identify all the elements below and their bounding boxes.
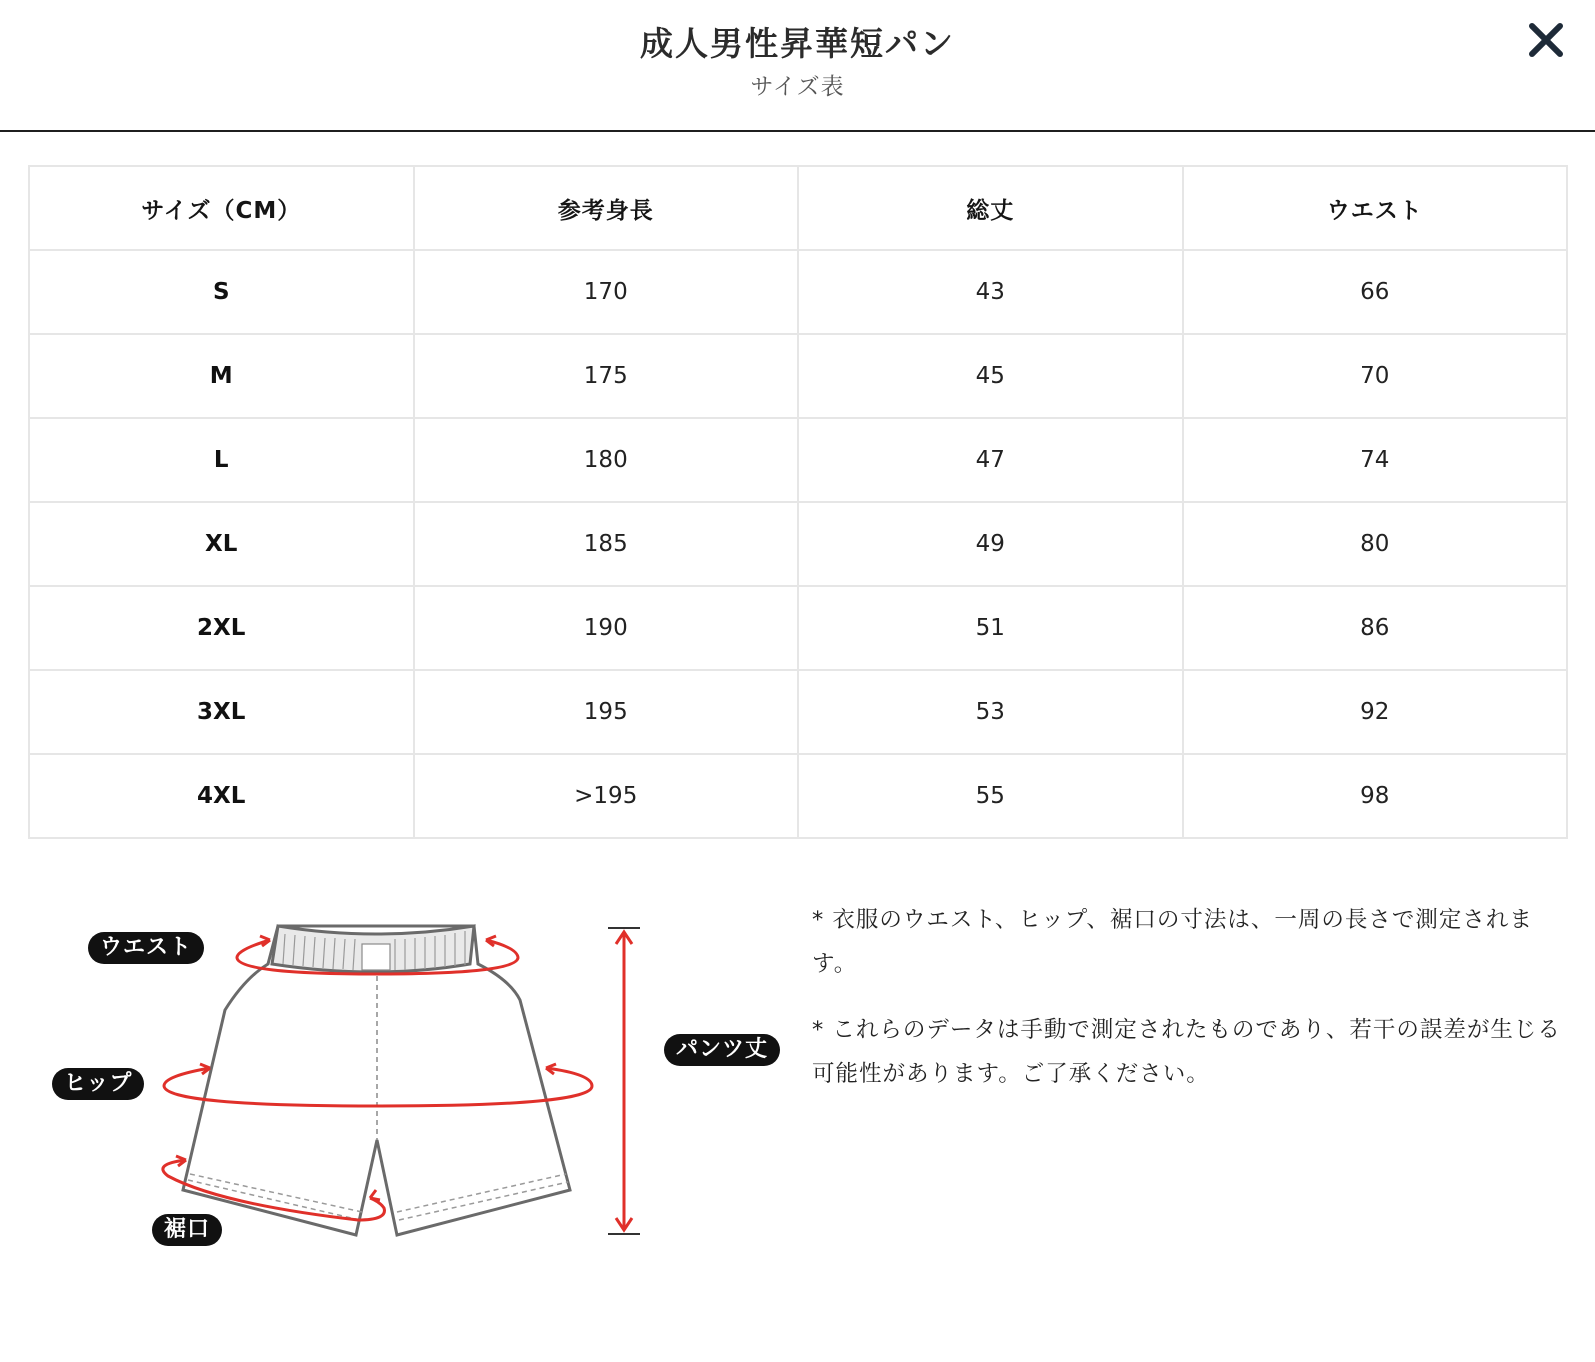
table-cell-waist: 92 xyxy=(1183,670,1568,754)
table-cell-length: 51 xyxy=(798,586,1183,670)
table-row xyxy=(29,334,1567,418)
table-cell-height: 170 xyxy=(414,250,799,334)
column-header-height: 参考身長 xyxy=(414,166,799,250)
table-row xyxy=(29,670,1567,754)
note-measurement-error: * これらのデータは手動で測定されたものであり、若干の誤差が生じる可能性があります。ご了承ください。 xyxy=(812,1017,1561,1087)
table-cell-waist: 86 xyxy=(1183,586,1568,670)
table-cell-size: XL xyxy=(29,502,414,586)
table-cell-size: 4XL xyxy=(29,754,414,838)
table-cell-height: 180 xyxy=(414,418,799,502)
close-icon xyxy=(1526,20,1566,60)
table-cell-waist: 70 xyxy=(1183,334,1568,418)
table-row xyxy=(29,418,1567,502)
note-measurement-method: * 衣服のウエスト、ヒップ、裾口の寸法は、一周の長さで測定されます。 xyxy=(812,907,1533,977)
table-cell-length: 53 xyxy=(798,670,1183,754)
table-cell-height: 195 xyxy=(414,670,799,754)
table-row xyxy=(29,502,1567,586)
table-cell-height: 175 xyxy=(414,334,799,418)
column-header-waist: ウエスト xyxy=(1183,166,1568,250)
table-cell-height: 190 xyxy=(414,586,799,670)
table-cell-height: >195 xyxy=(414,754,799,838)
table-cell-size: 3XL xyxy=(29,670,414,754)
label-length: パンツ丈 xyxy=(664,1034,780,1066)
column-header-size: サイズ（CM） xyxy=(29,166,414,250)
waistband-tag xyxy=(362,944,390,970)
label-hip: ヒップ xyxy=(52,1068,144,1100)
table-cell-size: M xyxy=(29,334,414,418)
table-cell-size: L xyxy=(29,418,414,502)
table-cell-waist: 66 xyxy=(1183,250,1568,334)
column-header-length: 総丈 xyxy=(798,166,1183,250)
page-subtitle: サイズ表 xyxy=(750,74,845,100)
table-row xyxy=(29,586,1567,670)
table-cell-waist: 74 xyxy=(1183,418,1568,502)
table-cell-length: 49 xyxy=(798,502,1183,586)
table-cell-waist: 98 xyxy=(1183,754,1568,838)
table-row xyxy=(29,754,1567,838)
page-title: 成人男性昇華短パン xyxy=(640,24,955,63)
table-row xyxy=(29,250,1567,334)
table-cell-length: 45 xyxy=(798,334,1183,418)
table-cell-length: 55 xyxy=(798,754,1183,838)
shorts-measurement-diagram xyxy=(40,890,790,1270)
close-button[interactable] xyxy=(1526,20,1566,60)
label-waist: ウエスト xyxy=(88,932,204,964)
table-cell-height: 185 xyxy=(414,502,799,586)
table-cell-size: 2XL xyxy=(29,586,414,670)
measurement-notes xyxy=(812,898,1567,1118)
size-table xyxy=(28,165,1568,839)
label-hem: 裾口 xyxy=(152,1214,222,1246)
table-cell-waist: 80 xyxy=(1183,502,1568,586)
table-cell-length: 47 xyxy=(798,418,1183,502)
table-cell-size: S xyxy=(29,250,414,334)
hem-arrow-right xyxy=(370,1190,380,1200)
modal-header xyxy=(0,0,1595,132)
table-header-row xyxy=(29,166,1567,250)
table-cell-length: 43 xyxy=(798,250,1183,334)
